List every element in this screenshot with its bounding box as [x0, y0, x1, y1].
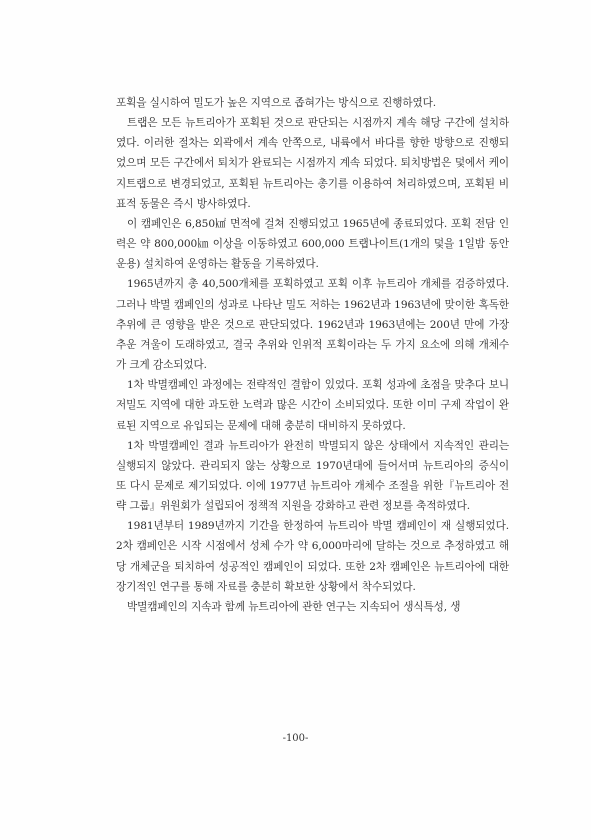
paragraph-7: 1981년부터 1989년까지 기간을 한정하여 뉴트리아 박멸 캠페인이 재 실행되었다. 2차 캠페인은 시작 시점에서 성체 수가 약 6,000마리에 달하는 것으로 추정하였고 해당 개체군을 퇴치하여 성공적인 캠페인이 되었다. 또한 2차 캠페인은 뉴트리아에 대한 장기적인 연구를 통해 자료를 충분히 확보한 상황에서 착수되었다.	[116, 520, 509, 593]
paragraph-8: 박멸캠페인의 지속과 함께 뉴트리아에 관한 연구는 지속되어 생식특성, 생	[127, 600, 461, 613]
paragraph-3: 이 캠페인은 6,850㎢ 면적에 걸쳐 진행되었고 1965년에 종료되었다. 포획 전담 인력은 약 800,000㎞ 이상을 이동하였고 600,000 트랩나이트(1개의 덫을 1일밤 동안 운용) 설치하여 운영하는 활동을 기록하였다.	[116, 217, 509, 271]
paragraph-2: 트랩은 모든 뉴트리아가 포획된 것으로 판단되는 시점까지 계속 해당 구간에 설치하였다. 이러한 절차는 외곽에서 계속 안쪽으로, 내륙에서 바다를 향한 방향으로 진행되었으며 모든 구간에서 퇴치가 완료되는 시점까지 계속 되었다. 퇴치방법은 덫에서 케이지트랩으로 변경되었고, 포획된 뉴트리아는 총기를 이용하여 처리하였으며, 포획된 비 표적 동물은 즉시 방사하였다.	[116, 117, 509, 210]
paragraph-6: 1차 박멸캠페인 결과 뉴트리아가 완전히 박멸되지 않은 상태에서 지속적인 관리는 실행되지 않았다. 관리되지 않는 상황으로 1970년대에 들어서며 뉴트리아의 증식이 또 다시 문제로 제기되었다. 이에 1977년 뉴트리아 개체수 조절을 위한『뉴트리아 전략 그룹』위원회가 설립되어 정책적 지원을 강화하고 관련 정보를 축적하였다.	[116, 439, 509, 513]
paragraph-5: 1차 박멸캠페인 과정에는 전략적인 결함이 있었다. 포획 성과에 초점을 맞추다 보니 저밀도 지역에 대한 과도한 노력과 많은 시간이 소비되었다. 또한 이미 구제 작업이 완료된 지역으로 유입되는 문제에 대해 충분히 대비하지 못하였다.	[116, 379, 509, 432]
paragraph-1: 포획을 실시하여 밀도가 높은 지역으로 좁혀가는 방식으로 진행하였다.	[116, 97, 437, 109]
paragraph-4: 1965년까지 총 40,500개체를 포획하였고 포획 이후 뉴트리아 개체를 검증하였다. 그러나 박멸 캠페인의 성과로 나타난 밀도 저하는 1962년과 1963년에 맞이한 혹독한 추위에 큰 영향을 받은 것으로 판단되었다. 1962년과 1963년에는 200년 만에 가장 추운 겨울이 도래하였고, 결국 추위와 인위적 포획이라는 두 가지 요소에 의해 개체수가 크게 감소되었다.	[116, 278, 509, 372]
body-text	[116, 93, 509, 617]
page-number: -100-	[282, 733, 309, 744]
